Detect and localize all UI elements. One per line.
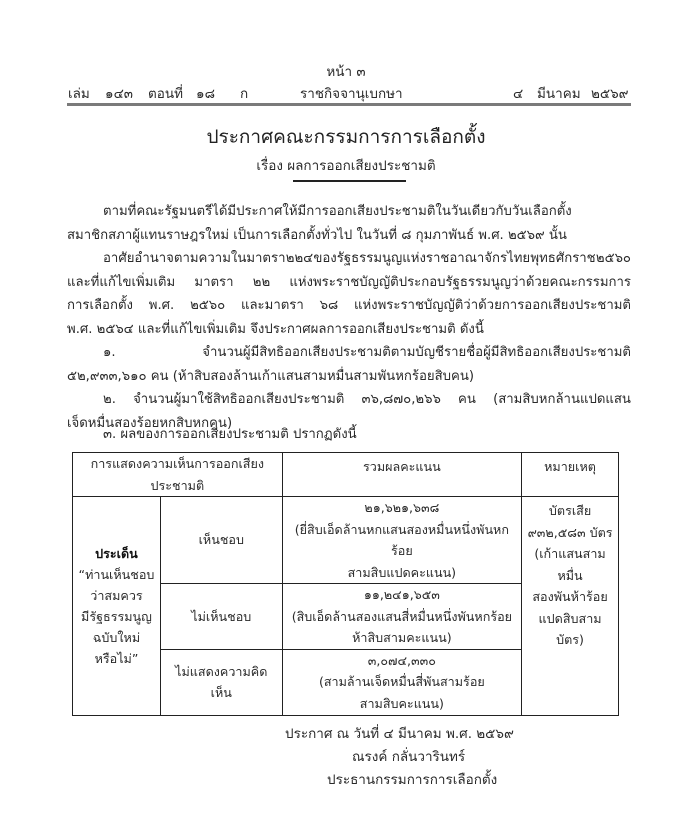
volume-label: เล่ม xyxy=(68,86,90,102)
announcement-date: ประกาศ ณ วันที่ ๔ มีนาคม พ.ศ. ๒๕๖๙ xyxy=(285,726,514,742)
announcement-subject: เรื่อง ผลการออกเสียงประชามติ xyxy=(256,158,436,174)
header-opinion-line: ประชามติ xyxy=(150,477,205,493)
header-date-year: ๒๕๖๙ xyxy=(591,86,629,102)
remark-line: (เก้าแสนสามหมื่น xyxy=(534,546,606,583)
word: จำนวนผู้มาใช้สิทธิออกเสียงประชามติ xyxy=(133,392,345,407)
word: ๖๘ xyxy=(319,298,339,313)
paragraph-preamble xyxy=(67,200,631,247)
votes-words: (ยี่สิบเอ็ดล้านหกแสนสองหมื่นหนึ่งพันหกร้อย xyxy=(294,521,509,558)
issue-label: ประเด็น xyxy=(95,545,138,561)
publication-name: ราชกิจจานุเบกษา xyxy=(300,86,403,102)
title-divider xyxy=(293,180,406,182)
word: ๒๕๖๐ xyxy=(190,298,226,313)
text-line xyxy=(67,271,631,295)
text-line xyxy=(67,341,631,365)
word: ๒๕๖๐ xyxy=(595,251,631,266)
signatory-name: ณรงค์ กลั่นวารินทร์ xyxy=(352,749,466,765)
word: และมาตรา xyxy=(240,298,304,313)
word: พ.ศ. xyxy=(148,298,175,313)
word: ๑. xyxy=(103,345,116,360)
remark-line: สองพันห้าร้อย xyxy=(532,589,608,604)
option-approve: เห็นชอบ xyxy=(160,497,282,584)
header-date-month: มีนาคม xyxy=(537,86,581,102)
section-letter: ก xyxy=(240,86,249,102)
text-line xyxy=(67,200,631,224)
signatory-position: ประธานกรรมการการเลือกตั้ง xyxy=(327,772,498,788)
remark-line: แปดสิบสามบัตร) xyxy=(538,610,602,647)
paragraph-authority xyxy=(67,247,631,341)
header-opinion xyxy=(73,453,283,497)
text-line: ๕๒,๙๓๓,๖๑๐ คน (ห้าสิบสองล้านเก้าแสนสามหมื่นสามพันหกร้อยสิบคน) xyxy=(67,368,475,384)
text-line: ๓. ผลของการออกเสียงประชามติ ปรากฏดังนี้ xyxy=(103,427,357,442)
votes-no-opinion xyxy=(282,649,521,715)
votes-number: ๒๑,๖๒๑,๖๓๘ xyxy=(364,500,440,515)
word: ๒. xyxy=(103,392,116,407)
word: แห่งพระราชบัญญัติประกอบรัฐธรรมนูญว่าด้วยคณะกรรมการ xyxy=(289,274,631,290)
header-rule xyxy=(67,103,631,106)
votes-number: ๑๑,๒๔๑,๖๕๓ xyxy=(363,587,440,602)
text-line: เจ็ดหมื่นสองร้อยหกสิบหกคน) xyxy=(67,415,233,431)
remark-line: ๙๓๒,๕๘๓ บัตร xyxy=(527,524,613,540)
word: มาตรา xyxy=(194,274,234,290)
votes-number: ๓,๐๗๔,๓๓๐ xyxy=(367,652,436,668)
section-label: ตอนที่ xyxy=(148,86,184,102)
word: การเลือกตั้ง xyxy=(67,298,133,313)
results-table xyxy=(72,452,619,716)
votes-words: สามสิบแปดคะแนน) xyxy=(347,564,457,580)
word: พุทธศักราช xyxy=(530,251,596,266)
issue-question-line: หรือไม่” xyxy=(94,650,139,666)
votes-approve xyxy=(282,497,521,584)
remark-cell xyxy=(522,497,619,716)
word: ๒๒ xyxy=(252,274,271,290)
text-line: พ.ศ. ๒๕๖๔ และที่แก้ไขเพิ่มเติม จึงประกาศผลการออกเสียงประชามติ ดังนี้ xyxy=(67,321,484,337)
table-row xyxy=(73,497,619,584)
header-total: รวมผลคะแนน xyxy=(282,453,521,497)
option-no-opinion: ไม่แสดงความคิดเห็น xyxy=(160,649,282,715)
remark-line: บัตรเสีย xyxy=(548,503,592,518)
text-line xyxy=(67,294,631,318)
page-number: หน้า ๓ xyxy=(326,64,366,80)
word: ๓๖,๘๗๐,๒๖๖ xyxy=(361,392,441,407)
issue-question-line: ฉบับใหม่ xyxy=(92,629,141,645)
section-number: ๑๘ xyxy=(196,86,215,102)
votes-words: สามสิบคะแนน) xyxy=(359,695,444,711)
votes-words: ห้าสิบสามคะแนน) xyxy=(352,630,452,645)
word: อาศัยอำนาจตามความในมาตรา xyxy=(103,251,286,266)
word: ตามที่คณะรัฐมนตรีได้มีประกาศให้มีการออกเสียงประชามติในวันเดียวกับวันเลือกตั้ง xyxy=(103,204,572,219)
item-eligible-voters xyxy=(67,341,631,388)
word: จำนวนผู้มีสิทธิออกเสียงประชามติตามบัญชีรายชื่อผู้มีสิทธิออกเสียงประชามติ xyxy=(202,345,631,360)
issue-question-line: ว่าสมควร xyxy=(90,587,143,603)
text-line xyxy=(67,388,631,412)
votes-words: (สามล้านเจ็ดหมื่นสี่พันสามร้อย xyxy=(318,674,485,690)
issue-question-line: “ท่านเห็นชอบ xyxy=(78,566,155,582)
word: ๒๒๔ xyxy=(285,251,314,266)
volume-number: ๑๔๓ xyxy=(105,86,134,102)
word: และที่แก้ไขเพิ่มเติม xyxy=(67,274,176,290)
issue-cell xyxy=(73,497,161,716)
option-disapprove: ไม่เห็นชอบ xyxy=(160,584,282,650)
votes-words: (สิบเอ็ดล้านสองแสนสี่หมื่นหนึ่งพันหกร้อย xyxy=(291,608,513,624)
header-date-day: ๔ xyxy=(513,86,524,102)
text-line xyxy=(67,247,631,271)
item-results-intro xyxy=(67,423,631,447)
word: (สามสิบหกล้านแปดแสน xyxy=(493,392,631,407)
word: ของรัฐธรรมนูญแห่งราชอาณาจักรไทย xyxy=(313,251,531,266)
table-header-row xyxy=(73,453,619,497)
word: คน xyxy=(458,392,476,407)
issue-question-line: มีรัฐธรรมนูญ xyxy=(81,608,152,624)
votes-disapprove xyxy=(282,584,521,650)
word: แห่งพระราชบัญญัติว่าด้วยการออกเสียงประชามติ xyxy=(353,298,631,313)
header-remark: หมายเหตุ xyxy=(522,453,619,497)
header-opinion-line: การแสดงความเห็นการออกเสียง xyxy=(90,456,265,471)
announcement-title: ประกาศคณะกรรมการการเลือกตั้ง xyxy=(206,126,486,148)
text-line: สมาชิกสภาผู้แทนราษฎรใหม่ เป็นการเลือกตั้งทั่วไป ในวันที่ ๘ กุมภาพันธ์ พ.ศ. ๒๕๖๙ นั้น xyxy=(67,227,567,243)
